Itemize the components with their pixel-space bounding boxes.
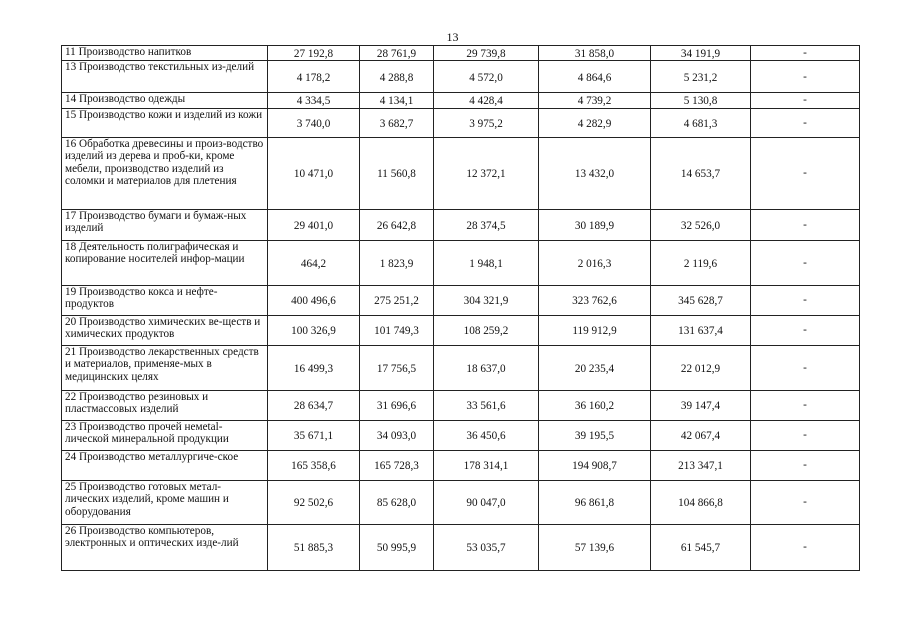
table-row [62, 524, 860, 570]
row-label: 16 Обработка древесины и произ-водство изделий из дерева и проб-ки, кроме мебели, производство изделий из соломки и материалов для плетения [62, 137, 268, 209]
table-row [62, 61, 860, 93]
value-cell: 131 637,4 [651, 315, 751, 345]
value-cell: 104 866,8 [651, 480, 751, 524]
value-cell: 51 885,3 [268, 524, 360, 570]
value-cell: 4 739,2 [539, 93, 651, 108]
value-cell: 85 628,0 [360, 480, 434, 524]
table-row [62, 390, 860, 420]
dash-cell: - [751, 240, 860, 285]
value-cell: 178 314,1 [434, 450, 539, 480]
value-cell: 32 526,0 [651, 209, 751, 240]
value-cell: 4 681,3 [651, 108, 751, 137]
row-label: 14 Производство одежды [62, 93, 268, 108]
table-row [62, 345, 860, 390]
value-cell: 1 823,9 [360, 240, 434, 285]
value-cell: 12 372,1 [434, 137, 539, 209]
row-label: 25 Производство готовых метал-лических изделий, кроме машин и оборудования [62, 480, 268, 524]
table-row [62, 46, 860, 61]
dash-cell: - [751, 345, 860, 390]
value-cell: 400 496,6 [268, 285, 360, 315]
value-cell: 10 471,0 [268, 137, 360, 209]
value-cell: 3 975,2 [434, 108, 539, 137]
row-label: 19 Производство кокса и нефте-продуктов [62, 285, 268, 315]
value-cell: 35 671,1 [268, 420, 360, 450]
value-cell: 42 067,4 [651, 420, 751, 450]
row-label: 20 Производство химических ве-ществ и химических продуктов [62, 315, 268, 345]
dash-cell: - [751, 137, 860, 209]
value-cell: 4 282,9 [539, 108, 651, 137]
value-cell: 14 653,7 [651, 137, 751, 209]
value-cell: 4 864,6 [539, 61, 651, 93]
value-cell: 22 012,9 [651, 345, 751, 390]
table-row [62, 450, 860, 480]
value-cell: 50 995,9 [360, 524, 434, 570]
dash-cell: - [751, 420, 860, 450]
row-label: 26 Производство компьютеров, электронных и оптических изде-лий [62, 524, 268, 570]
dash-cell: - [751, 209, 860, 240]
value-cell: 213 347,1 [651, 450, 751, 480]
value-cell: 11 560,8 [360, 137, 434, 209]
value-cell: 4 178,2 [268, 61, 360, 93]
data-table [61, 45, 860, 571]
table-row [62, 108, 860, 137]
value-cell: 33 561,6 [434, 390, 539, 420]
value-cell: 4 288,8 [360, 61, 434, 93]
value-cell: 4 134,1 [360, 93, 434, 108]
row-label: 15 Производство кожи и изделий из кожи [62, 108, 268, 137]
dash-cell: - [751, 93, 860, 108]
row-label: 23 Производство прочей немetal-лической минеральной продукции [62, 420, 268, 450]
value-cell: 345 628,7 [651, 285, 751, 315]
value-cell: 39 195,5 [539, 420, 651, 450]
row-label: 18 Деятельность полиграфическая и копирование носителей инфор-мации [62, 240, 268, 285]
value-cell: 34 093,0 [360, 420, 434, 450]
value-cell: 30 189,9 [539, 209, 651, 240]
value-cell: 16 499,3 [268, 345, 360, 390]
value-cell: 31 858,0 [539, 46, 651, 61]
row-label: 22 Производство резиновых и пластмассовых изделий [62, 390, 268, 420]
page-number: 13 [446, 30, 459, 44]
value-cell: 165 358,6 [268, 450, 360, 480]
value-cell: 4 428,4 [434, 93, 539, 108]
value-cell: 194 908,7 [539, 450, 651, 480]
value-cell: 323 762,6 [539, 285, 651, 315]
value-cell: 28 761,9 [360, 46, 434, 61]
dash-cell: - [751, 315, 860, 345]
table-row [62, 209, 860, 240]
value-cell: 27 192,8 [268, 46, 360, 61]
value-cell: 4 334,5 [268, 93, 360, 108]
value-cell: 3 740,0 [268, 108, 360, 137]
value-cell: 36 160,2 [539, 390, 651, 420]
value-cell: 2 016,3 [539, 240, 651, 285]
table-row [62, 93, 860, 108]
value-cell: 20 235,4 [539, 345, 651, 390]
value-cell: 17 756,5 [360, 345, 434, 390]
table-row [62, 240, 860, 285]
value-cell: 28 634,7 [268, 390, 360, 420]
row-label: 17 Производство бумаги и бумаж-ных изделий [62, 209, 268, 240]
value-cell: 108 259,2 [434, 315, 539, 345]
value-cell: 61 545,7 [651, 524, 751, 570]
dash-cell: - [751, 450, 860, 480]
table-row [62, 420, 860, 450]
dash-cell: - [751, 285, 860, 315]
value-cell: 275 251,2 [360, 285, 434, 315]
value-cell: 165 728,3 [360, 450, 434, 480]
value-cell: 31 696,6 [360, 390, 434, 420]
value-cell: 36 450,6 [434, 420, 539, 450]
row-label: 11 Производство напитков [62, 46, 268, 61]
value-cell: 119 912,9 [539, 315, 651, 345]
table-row [62, 315, 860, 345]
value-cell: 34 191,9 [651, 46, 751, 61]
value-cell: 53 035,7 [434, 524, 539, 570]
value-cell: 57 139,6 [539, 524, 651, 570]
value-cell: 39 147,4 [651, 390, 751, 420]
dash-cell: - [751, 61, 860, 93]
value-cell: 92 502,6 [268, 480, 360, 524]
value-cell: 18 637,0 [434, 345, 539, 390]
value-cell: 29 739,8 [434, 46, 539, 61]
row-label: 21 Производство лекарственных средств и материалов, применяе-мых в медицинских целях [62, 345, 268, 390]
table-body [62, 46, 860, 571]
value-cell: 464,2 [268, 240, 360, 285]
dash-cell: - [751, 46, 860, 61]
row-label: 13 Производство текстильных из-делий [62, 61, 268, 93]
dash-cell: - [751, 480, 860, 524]
value-cell: 304 321,9 [434, 285, 539, 315]
value-cell: 3 682,7 [360, 108, 434, 137]
row-label: 24 Производство металлургиче-ское [62, 450, 268, 480]
value-cell: 4 572,0 [434, 61, 539, 93]
value-cell: 96 861,8 [539, 480, 651, 524]
value-cell: 5 130,8 [651, 93, 751, 108]
dash-cell: - [751, 108, 860, 137]
table-row [62, 285, 860, 315]
dash-cell: - [751, 390, 860, 420]
value-cell: 13 432,0 [539, 137, 651, 209]
value-cell: 2 119,6 [651, 240, 751, 285]
value-cell: 28 374,5 [434, 209, 539, 240]
dash-cell: - [751, 524, 860, 570]
value-cell: 100 326,9 [268, 315, 360, 345]
value-cell: 29 401,0 [268, 209, 360, 240]
value-cell: 26 642,8 [360, 209, 434, 240]
value-cell: 90 047,0 [434, 480, 539, 524]
value-cell: 101 749,3 [360, 315, 434, 345]
value-cell: 5 231,2 [651, 61, 751, 93]
table-row [62, 137, 860, 209]
value-cell: 1 948,1 [434, 240, 539, 285]
table-row [62, 480, 860, 524]
